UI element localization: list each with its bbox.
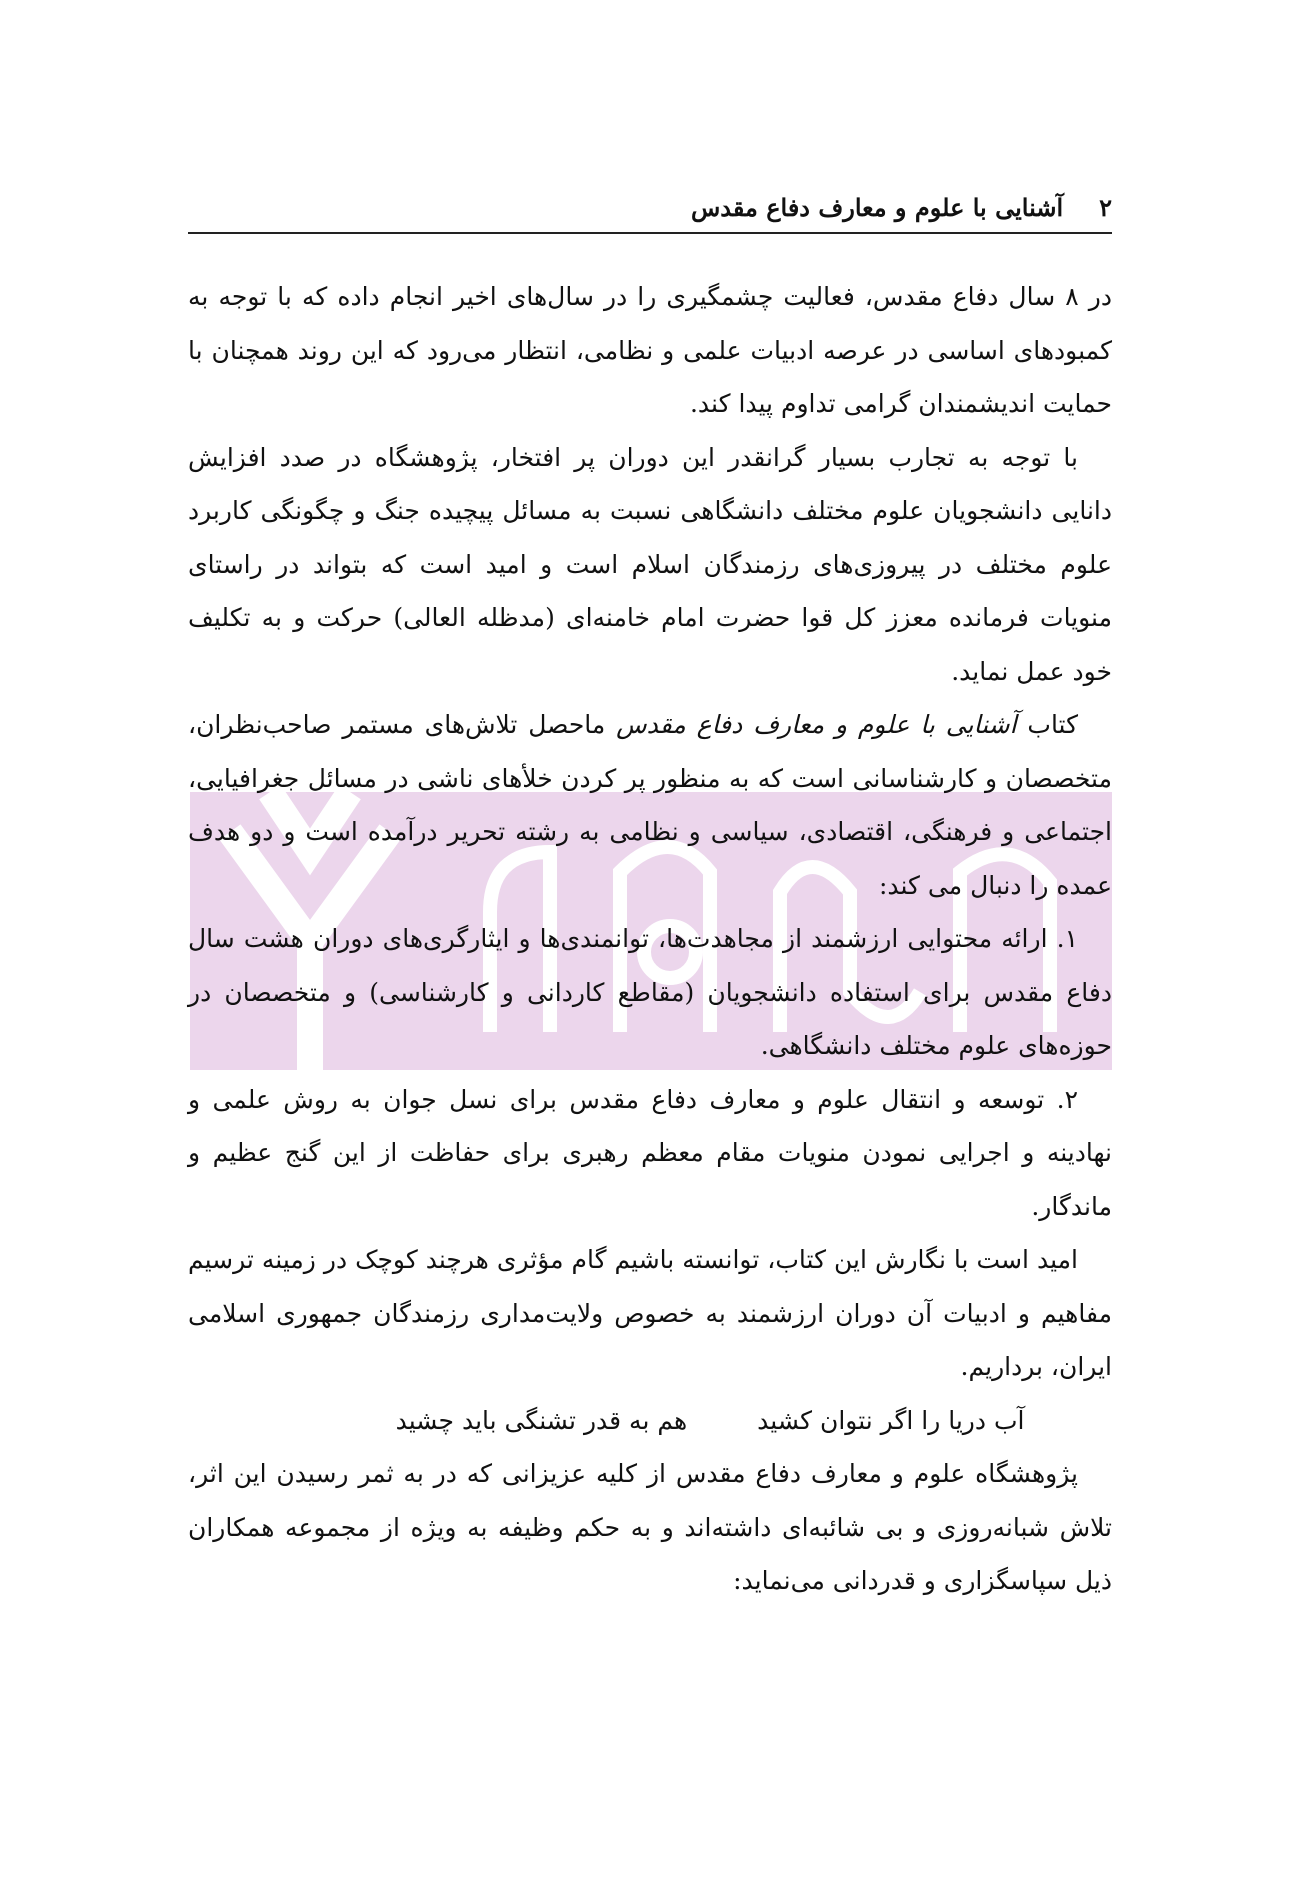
- paragraph-experience: با توجه به تجارب بسیار گرانقدر این دوران پر افتخار، پژوهشگاه در صدد افزایش دانایی دانشجویان علوم مختلف دانشگاهی نسبت به مسائل پیچیده جنگ و چگونگی کاربرد علوم مختلف در پیروزی‌های رزمندگان اسلام است و امید است که بتواند در راستای منویات فرمانده معزز کل قوا حضرت امام خامنه‌ای (مدظله العالی) حرکت و به تکلیف خود عمل نماید.: [188, 442, 1112, 686]
- goal-1: ۱. ارائه محتوایی ارزشمند از مجاهدت‌ها، توانمندی‌ها و ایثارگری‌های دوران هشت سال دفاع مقدس برای استفاده دانشجویان (مقاطع کاردانی و کارشناسی) و متخصصان در حوزه‌های علوم مختلف دانشگاهی.: [188, 924, 1112, 1060]
- running-title: آشنایی با علوم و معارف دفاع مقدس: [690, 192, 1064, 222]
- page-number: ۲: [1099, 192, 1112, 222]
- book-description: ماحصل تلاش‌های مستمر صاحب‌نظران، متخصصان و کارشناسانی است که به منظور پر کردن خلأهای ناشی در مسائل جغرافیایی، اجتماعی و فرهنگی، اقتصادی، سیاسی و نظامی به رشته تحریر درآمده است و دو هدف عمده را دنبال می کند:: [188, 710, 1112, 900]
- paragraph-intro: در ۸ سال دفاع مقدس، فعالیت چشمگیری را در سال‌های اخیر انجام داده که با توجه به کمبودهای اساسی در عرصه ادبیات علمی و نظامی، انتظار می‌رود که این روند همچنان با حمایت اندیشمندان گرامی تداوم پیدا کند.: [188, 282, 1112, 418]
- running-header: [188, 190, 1112, 224]
- paragraph-thanks: پژوهشگاه علوم و معارف دفاع مقدس از کلیه عزیزانی که در به ثمر رسیدن این اثر، تلاش شبانه‌روزی و بی شائبه‌ای داشته‌اند و به حکم وظیفه به ویژه از مجموعه همکاران ذیل سپاسگزاری و قدردانی می‌نماید:: [188, 1459, 1112, 1595]
- book-prefix: کتاب: [1016, 710, 1079, 739]
- verse-hemistich-1: آب دریا را اگر نتوان کشید: [757, 1405, 1025, 1435]
- header-rule: [188, 232, 1112, 234]
- paragraph-hope: امید است با نگارش این کتاب، توانسته باشیم گام مؤثری هرچند کوچک در زمینه ترسیم مفاهیم و ادبیات آن دوران ارزشمند به خصوص ولایت‌مداری رزمندگان جمهوری اسلامی ایران، برداریم.: [188, 1245, 1112, 1381]
- verse-hemistich-2: هم به قدر تشنگی باید چشید: [395, 1405, 688, 1435]
- goal-2: ۲. توسعه و انتقال علوم و معارف دفاع مقدس برای نسل جوان به روش علمی و نهادینه و اجرایی نمودن منویات مقام معظم رهبری برای حفاظت از این گنج عظیم و ماندگار.: [188, 1084, 1112, 1221]
- paragraph-book: [188, 698, 1112, 912]
- book-title: آشنایی با علوم و معارف دفاع مقدس: [616, 710, 1017, 739]
- verse: [188, 1394, 1112, 1448]
- page-body: [188, 270, 1112, 1608]
